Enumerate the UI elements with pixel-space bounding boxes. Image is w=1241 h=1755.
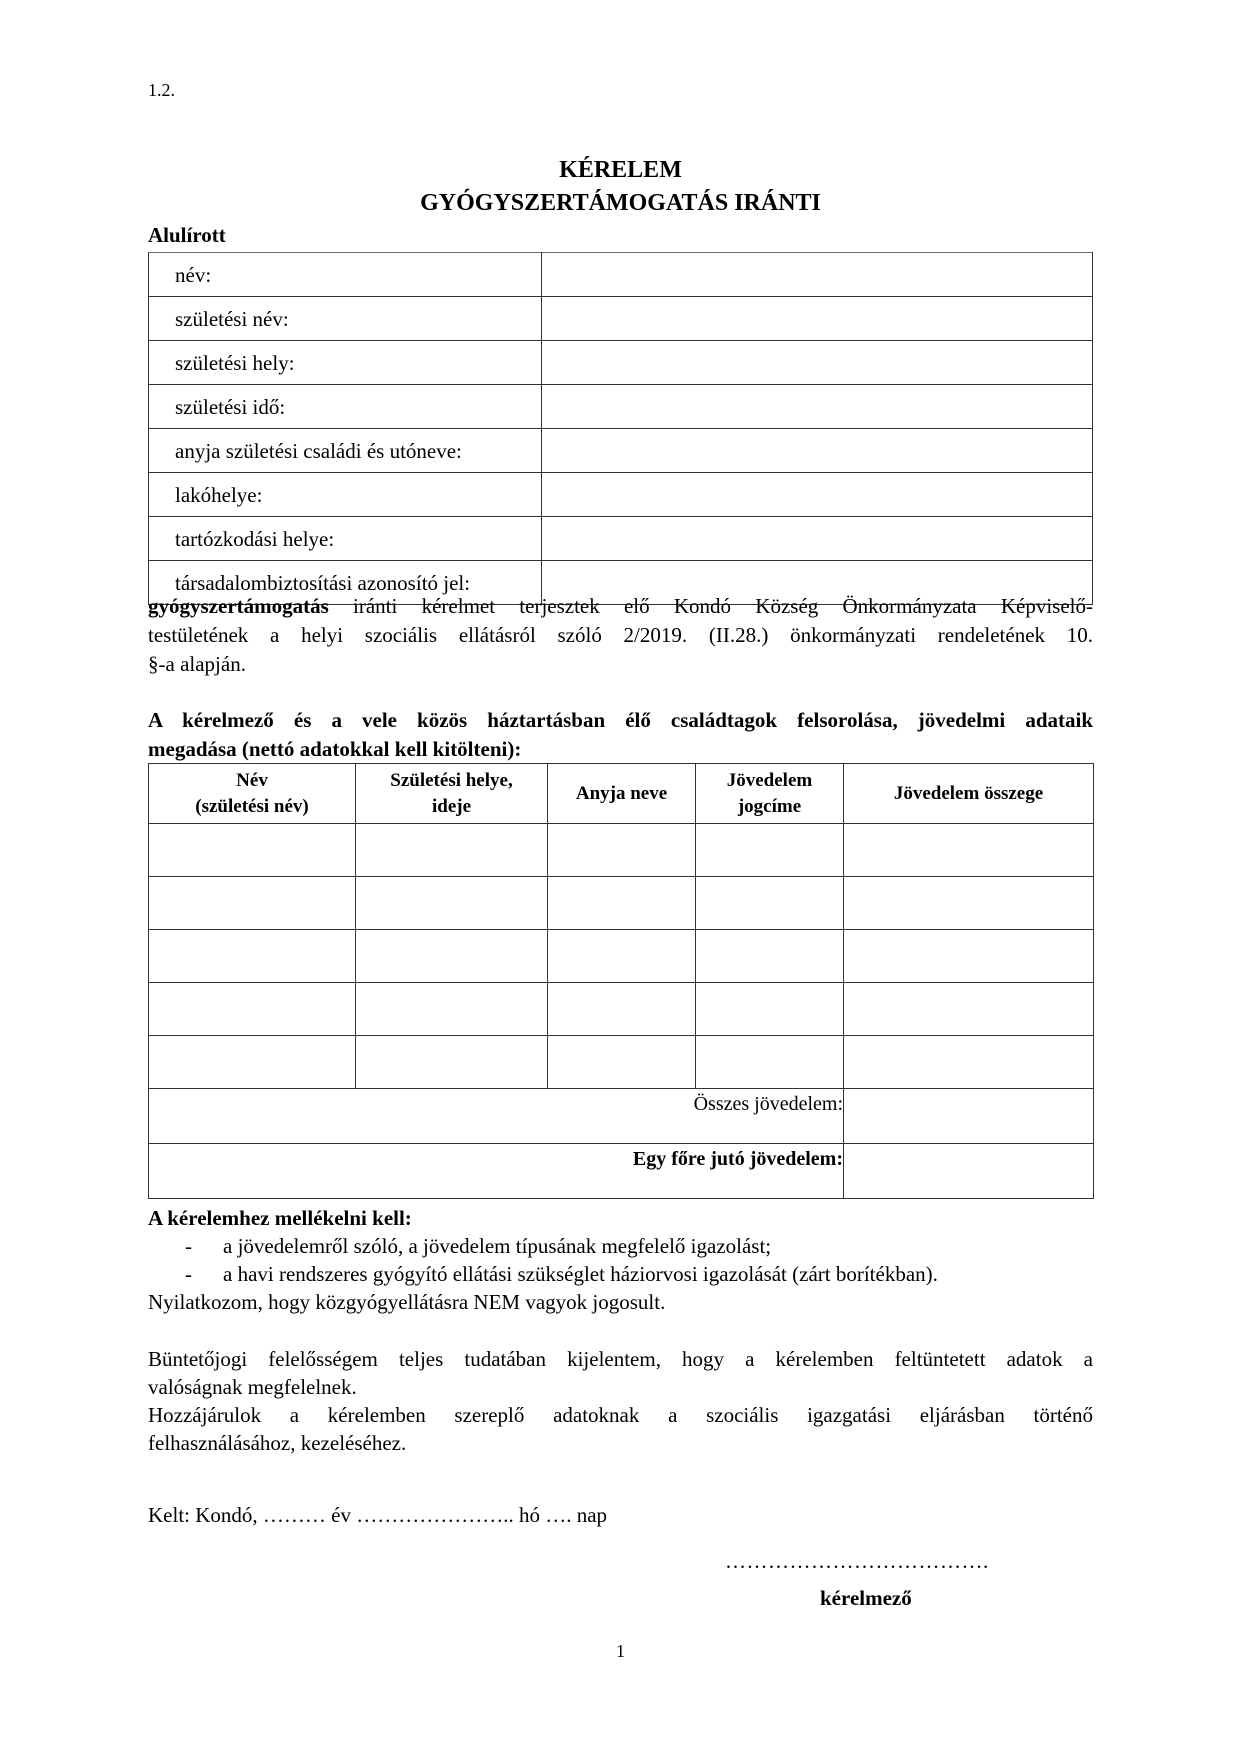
- cell-mother-name[interactable]: [548, 983, 696, 1036]
- cell-income-type[interactable]: [696, 983, 844, 1036]
- cell-income-amount[interactable]: [844, 1036, 1094, 1089]
- cell-birth[interactable]: [356, 930, 548, 983]
- request-line-2: testületének a helyi szociális ellátásról szóló 2/2019. (II.28.) önkormányzati rendeletének 10.: [148, 623, 1093, 647]
- total-income-row: [149, 1089, 1094, 1144]
- liability-statement: [148, 1346, 1093, 1458]
- cell-mother-name[interactable]: [548, 877, 696, 930]
- cell-name[interactable]: [149, 877, 356, 930]
- total-income-field[interactable]: [844, 1089, 1094, 1144]
- field-label: társadalombiztosítási azonosító jel:: [149, 561, 542, 605]
- per-capita-income-field[interactable]: [844, 1144, 1094, 1199]
- request-line-1: [148, 593, 1093, 622]
- field-label: lakóhelye:: [149, 473, 542, 517]
- cell-mother-name[interactable]: [548, 930, 696, 983]
- cell-income-type[interactable]: [696, 930, 844, 983]
- personal-row-name: [149, 253, 1093, 297]
- signature-label: kérelmező: [820, 1586, 912, 1610]
- birth-name-field[interactable]: [542, 297, 1093, 341]
- statement-line-2: valóságnak megfelelnek.: [148, 1375, 357, 1399]
- cell-mother-name[interactable]: [548, 824, 696, 877]
- personal-row-birth-date: [149, 385, 1093, 429]
- attachments-heading: A kérelemhez mellékelni kell:: [148, 1206, 412, 1230]
- document-subtitle: GYÓGYSZERTÁMOGATÁS IRÁNTI: [420, 190, 821, 216]
- table-row: [149, 930, 1094, 983]
- personal-data-table: [148, 252, 1093, 605]
- cell-income-amount[interactable]: [844, 824, 1094, 877]
- family-section-heading: [148, 707, 1093, 765]
- declaration-text: Nyilatkozom, hogy közgyógyellátásra NEM vagyok jogosult.: [148, 1290, 666, 1314]
- cell-income-type[interactable]: [696, 824, 844, 877]
- attachment-item: [185, 1233, 771, 1260]
- table-row: [149, 983, 1094, 1036]
- field-label: születési név:: [149, 297, 542, 341]
- applicant-intro: Alulírott: [148, 223, 226, 247]
- cell-birth[interactable]: [356, 877, 548, 930]
- personal-row-birth-name: [149, 297, 1093, 341]
- family-income-table: [148, 763, 1094, 1199]
- birth-place-field[interactable]: [542, 341, 1093, 385]
- birth-date-field[interactable]: [542, 385, 1093, 429]
- cell-income-amount[interactable]: [844, 877, 1094, 930]
- cell-name[interactable]: [149, 983, 356, 1036]
- date-line[interactable]: Kelt: Kondó, ……… év ………………….. hó …. nap: [148, 1503, 608, 1527]
- table-row: [149, 1036, 1094, 1089]
- column-header-mother-name: Anyja neve: [548, 764, 696, 824]
- cell-income-type[interactable]: [696, 1036, 844, 1089]
- mother-name-field[interactable]: [542, 429, 1093, 473]
- cell-birth[interactable]: [356, 824, 548, 877]
- cell-name[interactable]: [149, 1036, 356, 1089]
- per-capita-income-row: [149, 1144, 1094, 1199]
- residence-field[interactable]: [542, 473, 1093, 517]
- field-label: név:: [149, 253, 542, 297]
- table-row: [149, 877, 1094, 930]
- per-capita-income-label: Egy főre jutó jövedelem:: [149, 1144, 844, 1199]
- field-label: tartózkodási helye:: [149, 517, 542, 561]
- cell-income-amount[interactable]: [844, 930, 1094, 983]
- stay-address-field[interactable]: [542, 517, 1093, 561]
- cell-birth[interactable]: [356, 1036, 548, 1089]
- column-header-birth: Születési helye, ideje: [356, 764, 548, 824]
- column-header-income-amount: Jövedelem összege: [844, 764, 1094, 824]
- statement-line-4: felhasználásához, kezeléséhez.: [148, 1431, 407, 1455]
- cell-birth[interactable]: [356, 983, 548, 1036]
- field-label: anyja születési családi és utóneve:: [149, 429, 542, 473]
- personal-row-stay-address: [149, 517, 1093, 561]
- family-table-header: [149, 764, 1094, 824]
- cell-name[interactable]: [149, 824, 356, 877]
- cell-name[interactable]: [149, 930, 356, 983]
- field-label: születési idő:: [149, 385, 542, 429]
- document-title: KÉRELEM: [559, 157, 682, 183]
- table-row: [149, 824, 1094, 877]
- personal-row-residence: [149, 473, 1093, 517]
- page-number: 1: [616, 1641, 625, 1661]
- request-bold-lead: gyógyszertámogatás: [148, 594, 329, 618]
- request-line-1-rest: iránti kérelmet terjesztek elő Kondó Község Önkormányzata Képviselő-: [328, 594, 1093, 618]
- statement-line-3: Hozzájárulok a kérelemben szereplő adatoknak a szociális igazgatási eljárásban történő: [148, 1403, 1093, 1427]
- personal-row-birth-place: [149, 341, 1093, 385]
- request-paragraph: [148, 593, 1093, 680]
- bullet-dash: -: [185, 1234, 192, 1258]
- cell-income-type[interactable]: [696, 877, 844, 930]
- family-heading-line-2: megadása (nettó adatokkal kell kitölteni):: [148, 737, 522, 761]
- section-number: 1.2.: [148, 80, 175, 100]
- cell-income-amount[interactable]: [844, 983, 1094, 1036]
- statement-line-1: Büntetőjogi felelősségem teljes tudatában kijelentem, hogy a kérelemben feltüntetett adatok a: [148, 1347, 1093, 1371]
- name-field[interactable]: [542, 253, 1093, 297]
- request-line-3: §-a alapján.: [148, 652, 246, 676]
- field-label: születési hely:: [149, 341, 542, 385]
- total-income-label: Összes jövedelem:: [149, 1089, 844, 1144]
- attachment-text: a havi rendszeres gyógyító ellátási szükséglet háziorvosi igazolását (zárt borítékban).: [223, 1262, 938, 1286]
- signature-line[interactable]: ……………………………….: [725, 1549, 989, 1573]
- attachment-item: [185, 1261, 938, 1288]
- column-header-name: Név (születési név): [149, 764, 356, 824]
- cell-mother-name[interactable]: [548, 1036, 696, 1089]
- personal-row-mother-name: [149, 429, 1093, 473]
- family-heading-line-1: A kérelmező és a vele közös háztartásban élő családtagok felsorolása, jövedelmi adataik: [148, 708, 1093, 732]
- attachment-text: a jövedelemről szóló, a jövedelem típusának megfelelő igazolást;: [223, 1234, 772, 1258]
- column-header-income-type: Jövedelem jogcíme: [696, 764, 844, 824]
- bullet-dash: -: [185, 1262, 192, 1286]
